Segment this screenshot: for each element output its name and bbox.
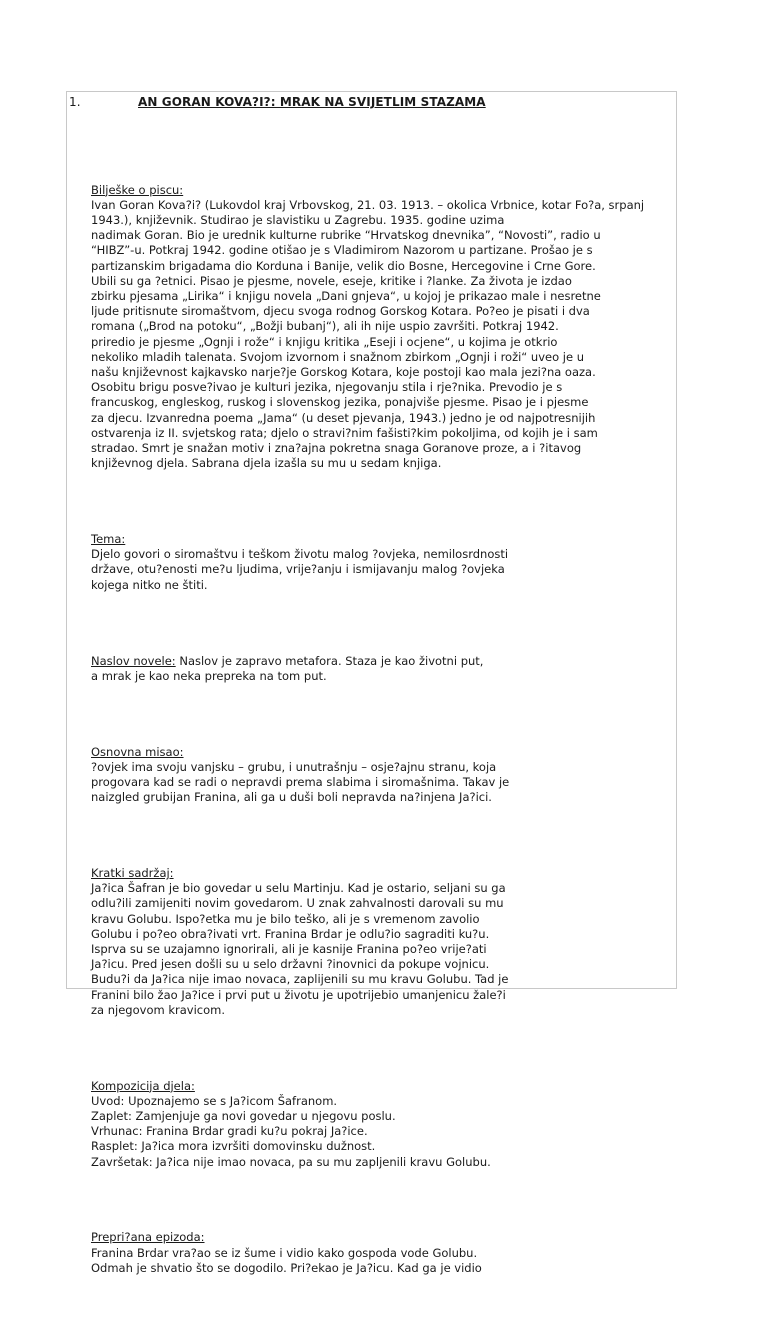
text-line: naizgled grubijan Franina, ali ga u duši boli nepravda na?injena Ja?ici. bbox=[91, 790, 492, 805]
text-line: Osobitu brigu posve?ivao je kulturi jezika, njegovanju stila i rje?nika. Prevodio je s bbox=[91, 380, 563, 395]
section-author-notes bbox=[91, 183, 677, 472]
text-line: “HIBZ”-u. Potkraj 1942. godine otišao je s Vladimirom Nazorom u partizane. Prošao je s bbox=[91, 243, 593, 258]
text-line: nekoliko mladih talenata. Svojom izvornom i snažnom zbirkom „Ognji i roži“ uveo je u bbox=[91, 349, 585, 364]
text-line: partizanskim brigadama dio Korduna i Banije, velik dio Bosne, Hercegovine i Crne Gore. bbox=[91, 258, 596, 273]
text-line: Ja?ica Šafran je bio govedar u selu Martinju. Kad je ostario, seljani su ga bbox=[91, 881, 506, 896]
text-line: stradao. Smrt je snažan motiv i zna?ajna pokretna snaga Goranove proze, a i ?itavog bbox=[91, 441, 582, 456]
text-line: Zaplet: Zamjenjuje ga novi govedar u njegovu poslu. bbox=[91, 1108, 396, 1123]
section-main-idea bbox=[91, 745, 677, 806]
text-line: Budu?i da Ja?ica nije imao novaca, zaplijenili su mu kravu Golubu. Tad je bbox=[91, 972, 509, 987]
section-label: Bilješke o piscu: bbox=[91, 182, 184, 197]
text-line: francuskog, engleskog, ruskog i slovenskog jezika, ponajviše pjesme. Pisao je i pjesme bbox=[91, 395, 589, 410]
text-line: Franini bilo žao Ja?ice i prvi put u životu je upotrijebio umanjenicu žale?i bbox=[91, 987, 506, 1002]
text-line: Rasplet: Ja?ica mora izvršiti domovinsku dužnost. bbox=[91, 1139, 376, 1154]
text-line: Golubu i po?eo obra?ivati vrt. Franina Brdar je odlu?io sagraditi ku?u. bbox=[91, 926, 490, 941]
text-line: zbirku pjesama „Lirika“ i knjigu novela „Dani gnjeva“, u kojoj je prikazao male i nesretne bbox=[91, 289, 601, 304]
text-line: Ja?icu. Pred jesen došli su u selo državni ?inovnici da pokupe vojnicu. bbox=[91, 957, 490, 972]
section-label: Naslov novele: bbox=[91, 653, 176, 668]
text-line: Isprva su se uzajamno ignorirali, ali je kasnije Franina po?eo vrije?ati bbox=[91, 941, 487, 956]
text-line: Vrhunac: Franina Brdar gradi ku?u pokraj Ja?ice. bbox=[91, 1124, 368, 1139]
text-line: kojega nitko ne štiti. bbox=[91, 577, 208, 592]
section-composition bbox=[91, 1079, 677, 1170]
text-line: Ubili su ga ?etnici. Pisao je pjesme, novele, eseje, kritike i ?lanke. Za života je izdao bbox=[91, 273, 572, 288]
text-line: ljude pritisnute siromaštvom, djecu svoga rodnog Gorskog Kotara. Po?eo je pisati i dva bbox=[91, 304, 590, 319]
text-line: Ivan Goran Kova?i? (Lukovdol kraj Vrbovskog, 21. 03. 1913. – okolica Vrbnice, kotar Fo?a, srpanj 1943.), književnik. Studirao je slavistiku u Zagrebu. 1935. godine uzima bbox=[91, 197, 645, 228]
document-title: AN GORAN KOVA?I?: MRAK NA SVIJETLIM STAZAMA bbox=[138, 95, 486, 109]
text-line: za djecu. Izvanredna poema „Jama“ (u deset pjevanja, 1943.) jedno je od najpotresnijih bbox=[91, 410, 596, 425]
text-line: ostvarenja iz II. svjetskog rata; djelo o stravi?nim fašisti?kim pokoljima, od kojih je i sam bbox=[91, 425, 598, 440]
text-line: progovara kad se radi o nepravdi prema slabima i siromašnima. Takav je bbox=[91, 774, 510, 789]
text-line: a mrak je kao neka prepreka na tom put. bbox=[91, 668, 327, 683]
document-body bbox=[91, 137, 677, 1321]
section-label: Tema: bbox=[91, 532, 126, 547]
heading-number: 1. bbox=[69, 95, 81, 109]
text-line: odlu?ili zamijeniti novim govedarom. U znak zahvalnosti darovali su mu bbox=[91, 896, 504, 911]
section-label: Kompozicija djela: bbox=[91, 1078, 195, 1093]
section-summary bbox=[91, 866, 677, 1018]
section-title-meaning bbox=[91, 654, 677, 684]
text-line: Uvod: Upoznajemo se s Ja?icom Šafranom. bbox=[91, 1093, 338, 1108]
text-line: za njegovom kravicom. bbox=[91, 1002, 225, 1017]
text-line: nadimak Goran. Bio je urednik kulturne rubrike “Hrvatskog dnevnika”, “Novosti”, radio u bbox=[91, 228, 601, 243]
text-line: Franina Brdar vra?ao se iz šume i vidio kako gospoda vode Golubu. bbox=[91, 1245, 478, 1260]
inline-text: Naslov je zapravo metafora. Staza je kao životni put, bbox=[175, 653, 484, 668]
text-line: našu književnost kajkavsko narje?je Gorskog Kotara, koje postoji kao mala jezi?na oaza. bbox=[91, 365, 596, 380]
text-line: države, otu?enosti me?u ljudima, vrije?anju i ismijavanju malog ?ovjeka bbox=[91, 562, 505, 577]
text-line: romana („Brod na potoku“, „Božji bubanj“), ali ih nije uspio završiti. Potkraj 1942. bbox=[91, 319, 559, 334]
text-line: Djelo govori o siromaštvu i teškom životu malog ?ovjeka, nemilosrdnosti bbox=[91, 547, 509, 562]
text-line: ?ovjek ima svoju vanjsku – grubu, i unutrašnju – osje?ajnu stranu, koja bbox=[91, 759, 497, 774]
section-label: Osnovna misao: bbox=[91, 744, 184, 759]
text-line: kravu Golubu. Ispo?etka mu je bilo teško, ali je s vremenom zavolio bbox=[91, 911, 480, 926]
section-theme bbox=[91, 532, 677, 593]
section-retold-episode bbox=[91, 1230, 677, 1276]
text-line: književnog djela. Sabrana djela izašla su mu u sedam knjiga. bbox=[91, 456, 442, 471]
text-line: priredio je pjesme „Ognji i rože“ i knjigu kritika „Eseji i ocjene“, u kojima je otkrio bbox=[91, 334, 558, 349]
document-page bbox=[66, 91, 677, 1275]
text-line: Odmah je shvatio što se dogodilo. Pri?ekao je Ja?icu. Kad ga je vidio bbox=[91, 1260, 482, 1275]
section-label: Prepri?ana epizoda: bbox=[91, 1230, 205, 1245]
section-label: Kratki sadržaj: bbox=[91, 865, 174, 880]
text-line bbox=[91, 654, 677, 669]
text-line: Završetak: Ja?ica nije imao novaca, pa su mu zapljenili kravu Golubu. bbox=[91, 1154, 491, 1169]
